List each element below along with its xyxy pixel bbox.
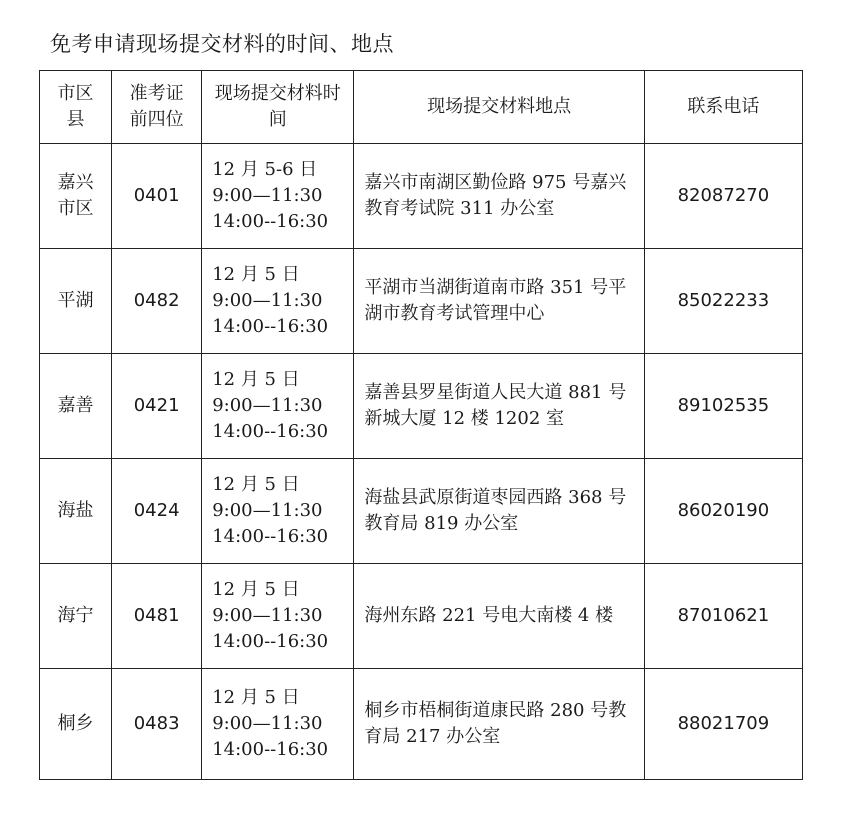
location-cell: 平湖市当湖街道南市路 351 号平湖市教育考试管理中心 (354, 249, 644, 354)
county-cell: 海盐 (40, 459, 112, 564)
time-cell (202, 354, 354, 459)
time-cell (202, 249, 354, 354)
morning-hours: 9:00—11:30 (212, 185, 323, 206)
header-phone: 联系电话 (644, 71, 802, 144)
morning-hours: 9:00—11:30 (212, 605, 323, 626)
morning-hours: 9:00—11:30 (212, 713, 323, 734)
phone-cell: 87010621 (644, 564, 802, 669)
submission-table (39, 70, 803, 780)
table-row (40, 144, 803, 249)
phone-cell: 88021709 (644, 669, 802, 780)
table-row (40, 249, 803, 354)
afternoon-hours: 14:00--16:30 (212, 211, 329, 232)
county-cell: 嘉善 (40, 354, 112, 459)
county-cell: 平湖 (40, 249, 112, 354)
time-cell (202, 144, 354, 249)
morning-hours: 9:00—11:30 (212, 395, 323, 416)
morning-hours: 9:00—11:30 (212, 500, 323, 521)
location-cell: 嘉善县罗星街道人民大道 881 号新城大厦 12 楼 1202 室 (354, 354, 644, 459)
location-cell: 嘉兴市南湖区勤俭路 975 号嘉兴教育考试院 311 办公室 (354, 144, 644, 249)
date-text: 12 月 5 日 (212, 474, 300, 495)
phone-cell: 86020190 (644, 459, 802, 564)
table-row (40, 669, 803, 780)
table-row (40, 564, 803, 669)
location-cell: 海州东路 221 号电大南楼 4 楼 (354, 564, 644, 669)
location-cell: 海盐县武原街道枣园西路 368 号教育局 819 办公室 (354, 459, 644, 564)
county-cell: 海宁 (40, 564, 112, 669)
date-text: 12 月 5 日 (212, 369, 300, 390)
header-code: 准考证前四位 (112, 71, 202, 144)
header-county: 市区县 (40, 71, 112, 144)
code-cell: 0424 (112, 459, 202, 564)
phone-cell: 89102535 (644, 354, 802, 459)
afternoon-hours: 14:00--16:30 (212, 421, 329, 442)
phone-cell: 85022233 (644, 249, 802, 354)
table-header-row (40, 71, 803, 144)
header-time: 现场提交材料时间 (202, 71, 354, 144)
time-cell (202, 564, 354, 669)
afternoon-hours: 14:00--16:30 (212, 739, 329, 760)
afternoon-hours: 14:00--16:30 (212, 526, 329, 547)
page-title: 免考申请现场提交材料的时间、地点 (50, 32, 394, 56)
header-location: 现场提交材料地点 (354, 71, 644, 144)
date-text: 12 月 5-6 日 (212, 159, 318, 180)
county-cell: 桐乡 (40, 669, 112, 780)
code-cell: 0421 (112, 354, 202, 459)
time-cell (202, 459, 354, 564)
code-cell: 0481 (112, 564, 202, 669)
morning-hours: 9:00—11:30 (212, 290, 323, 311)
afternoon-hours: 14:00--16:30 (212, 316, 329, 337)
table-row (40, 459, 803, 564)
county-cell: 嘉兴市区 (40, 144, 112, 249)
date-text: 12 月 5 日 (212, 264, 300, 285)
code-cell: 0401 (112, 144, 202, 249)
table-row (40, 354, 803, 459)
afternoon-hours: 14:00--16:30 (212, 631, 329, 652)
time-cell (202, 669, 354, 780)
code-cell: 0482 (112, 249, 202, 354)
phone-cell: 82087270 (644, 144, 802, 249)
date-text: 12 月 5 日 (212, 579, 300, 600)
date-text: 12 月 5 日 (212, 687, 300, 708)
location-cell: 桐乡市梧桐街道康民路 280 号教育局 217 办公室 (354, 669, 644, 780)
code-cell: 0483 (112, 669, 202, 780)
